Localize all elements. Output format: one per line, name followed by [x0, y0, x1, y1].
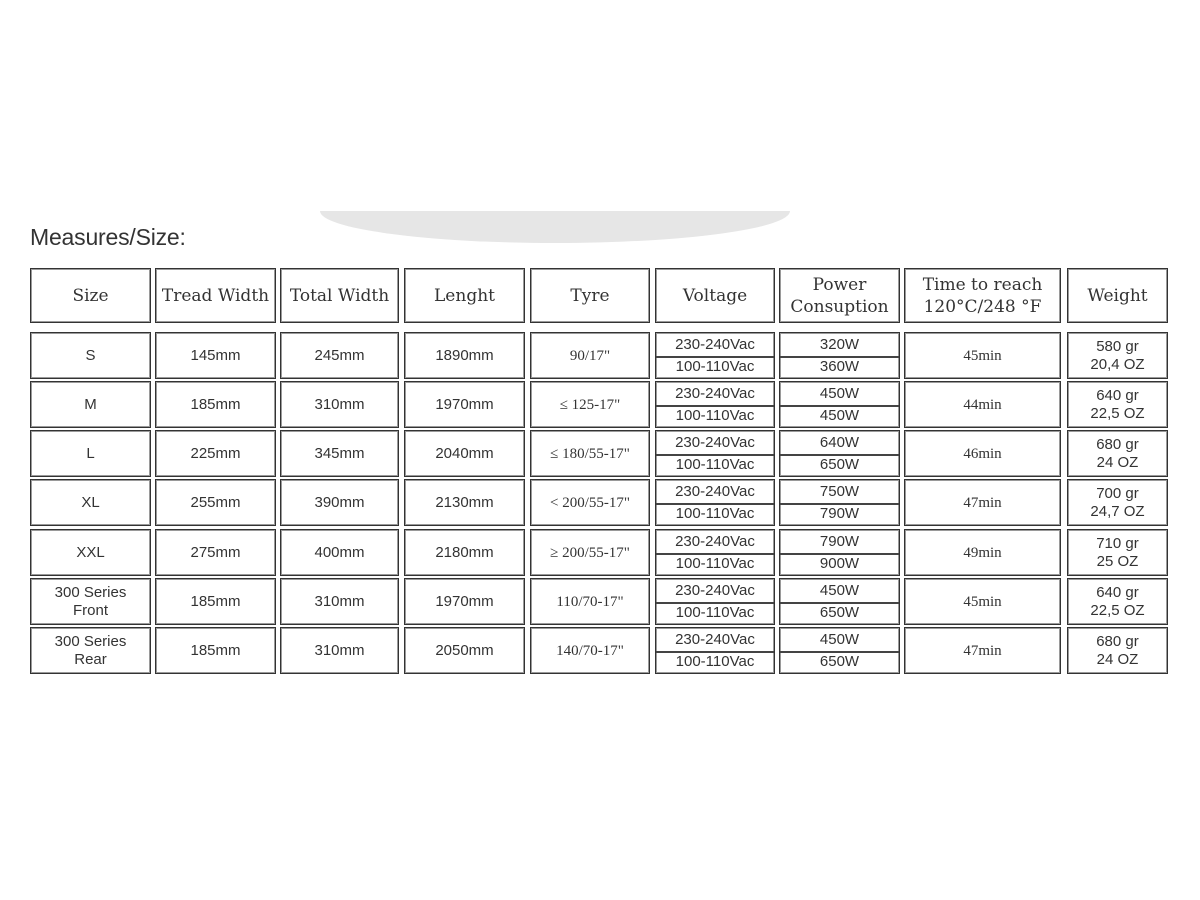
cell-voltage — [655, 529, 775, 576]
cell-time: 45min — [904, 578, 1061, 625]
cell-time: 47min — [904, 627, 1061, 674]
voltage-value: 100-110Vac — [675, 555, 755, 573]
header-power-line: Power — [812, 274, 867, 295]
cell-total: 245mm — [280, 332, 399, 379]
cell-tyre: ≤ 180/55-17" — [530, 430, 650, 477]
power-value: 650W — [819, 456, 860, 474]
voltage-value: 100-110Vac — [675, 407, 755, 425]
cell-weight — [1067, 627, 1168, 674]
cell-total: 390mm — [280, 479, 399, 526]
cell-voltage — [655, 627, 775, 674]
voltage-value: 230-240Vac — [656, 628, 774, 653]
weight-value: 680 gr — [1096, 435, 1139, 453]
voltage-value: 230-240Vac — [656, 431, 774, 456]
header-length: Lenght — [404, 268, 525, 323]
voltage-value: 230-240Vac — [656, 579, 774, 604]
cell-total: 400mm — [280, 529, 399, 576]
power-value: 790W — [819, 505, 860, 523]
cell-time: 46min — [904, 430, 1061, 477]
weight-value: 710 gr — [1096, 534, 1139, 552]
cell-length: 1890mm — [404, 332, 525, 379]
weight-value: 640 gr — [1096, 386, 1139, 404]
cell-tyre: 140/70-17" — [530, 627, 650, 674]
cell-tread: 185mm — [155, 578, 276, 625]
cell-weight — [1067, 578, 1168, 625]
cell-power — [779, 430, 900, 477]
cell-length: 2050mm — [404, 627, 525, 674]
cell-voltage — [655, 332, 775, 379]
header-total-width: Total Width — [280, 268, 399, 323]
power-value: 640W — [780, 431, 899, 456]
size-line: Rear — [74, 650, 107, 668]
weight-value: 24,7 OZ — [1090, 502, 1145, 520]
cell-size — [30, 578, 151, 625]
cell-total: 310mm — [280, 381, 399, 428]
voltage-value: 230-240Vac — [656, 333, 774, 358]
cell-time: 47min — [904, 479, 1061, 526]
cell-power — [779, 332, 900, 379]
voltage-value: 100-110Vac — [675, 653, 755, 671]
power-value: 360W — [819, 358, 860, 376]
weight-value: 22,5 OZ — [1090, 601, 1145, 619]
weight-value: 24 OZ — [1096, 650, 1139, 668]
cell-time: 45min — [904, 332, 1061, 379]
section-title: Measures/Size: — [30, 224, 186, 250]
cell-time: 49min — [904, 529, 1061, 576]
cell-power — [779, 381, 900, 428]
cell-tyre: 90/17" — [530, 332, 650, 379]
cell-total: 345mm — [280, 430, 399, 477]
size-line: 300 Series — [54, 632, 127, 650]
power-value: 450W — [780, 579, 899, 604]
cell-weight — [1067, 479, 1168, 526]
header-time — [904, 268, 1061, 323]
cell-voltage — [655, 479, 775, 526]
cell-time: 44min — [904, 381, 1061, 428]
header-weight: Weight — [1067, 268, 1168, 323]
header-power — [779, 268, 900, 323]
cell-total: 310mm — [280, 578, 399, 625]
cell-tyre: < 200/55-17" — [530, 479, 650, 526]
voltage-value: 230-240Vac — [656, 382, 774, 407]
weight-value: 20,4 OZ — [1090, 355, 1145, 373]
header-voltage: Voltage — [655, 268, 775, 323]
voltage-value: 230-240Vac — [656, 480, 774, 505]
voltage-value: 230-240Vac — [656, 530, 774, 555]
header-power-line: Consuption — [790, 296, 889, 317]
size-line: 300 Series — [54, 583, 127, 601]
cell-total: 310mm — [280, 627, 399, 674]
power-value: 650W — [819, 604, 860, 622]
power-value: 750W — [780, 480, 899, 505]
power-value: 650W — [819, 653, 860, 671]
power-value: 900W — [819, 555, 860, 573]
weight-value: 25 OZ — [1096, 552, 1139, 570]
weight-value: 24 OZ — [1096, 453, 1139, 471]
cell-weight — [1067, 381, 1168, 428]
cell-tread: 225mm — [155, 430, 276, 477]
cell-size: M — [30, 381, 151, 428]
cell-tread: 185mm — [155, 381, 276, 428]
voltage-value: 100-110Vac — [675, 358, 755, 376]
cell-length: 1970mm — [404, 381, 525, 428]
size-line: Front — [72, 601, 108, 619]
cell-tyre: 110/70-17" — [530, 578, 650, 625]
cell-size — [30, 627, 151, 674]
header-time-line: 120°C/248 °F — [923, 296, 1042, 317]
weight-value: 580 gr — [1096, 337, 1139, 355]
cell-length: 2040mm — [404, 430, 525, 477]
cell-power — [779, 479, 900, 526]
header-size: Size — [30, 268, 151, 323]
weight-value: 680 gr — [1096, 632, 1139, 650]
cell-length: 2180mm — [404, 529, 525, 576]
weight-value: 22,5 OZ — [1090, 404, 1145, 422]
power-value: 450W — [780, 628, 899, 653]
voltage-value: 100-110Vac — [675, 604, 755, 622]
cell-length: 1970mm — [404, 578, 525, 625]
cell-tread: 185mm — [155, 627, 276, 674]
weight-value: 700 gr — [1096, 484, 1139, 502]
cell-weight — [1067, 529, 1168, 576]
cell-voltage — [655, 578, 775, 625]
cell-size: L — [30, 430, 151, 477]
header-tyre: Tyre — [530, 268, 650, 323]
power-value: 450W — [819, 407, 860, 425]
cell-size: XL — [30, 479, 151, 526]
header-tread-width: Tread Width — [155, 268, 276, 323]
power-value: 320W — [780, 333, 899, 358]
cell-tread: 255mm — [155, 479, 276, 526]
voltage-value: 100-110Vac — [675, 456, 755, 474]
cell-tread: 275mm — [155, 529, 276, 576]
cell-power — [779, 627, 900, 674]
cell-weight — [1067, 332, 1168, 379]
header-time-line: Time to reach — [922, 274, 1043, 295]
cell-length: 2130mm — [404, 479, 525, 526]
cell-tyre: ≤ 125-17" — [530, 381, 650, 428]
cell-voltage — [655, 381, 775, 428]
cell-tyre: ≥ 200/55-17" — [530, 529, 650, 576]
power-value: 790W — [780, 530, 899, 555]
cell-size: S — [30, 332, 151, 379]
cell-voltage — [655, 430, 775, 477]
weight-value: 640 gr — [1096, 583, 1139, 601]
cell-tread: 145mm — [155, 332, 276, 379]
cell-power — [779, 529, 900, 576]
cell-weight — [1067, 430, 1168, 477]
cell-size: XXL — [30, 529, 151, 576]
power-value: 450W — [780, 382, 899, 407]
cell-power — [779, 578, 900, 625]
voltage-value: 100-110Vac — [675, 505, 755, 523]
